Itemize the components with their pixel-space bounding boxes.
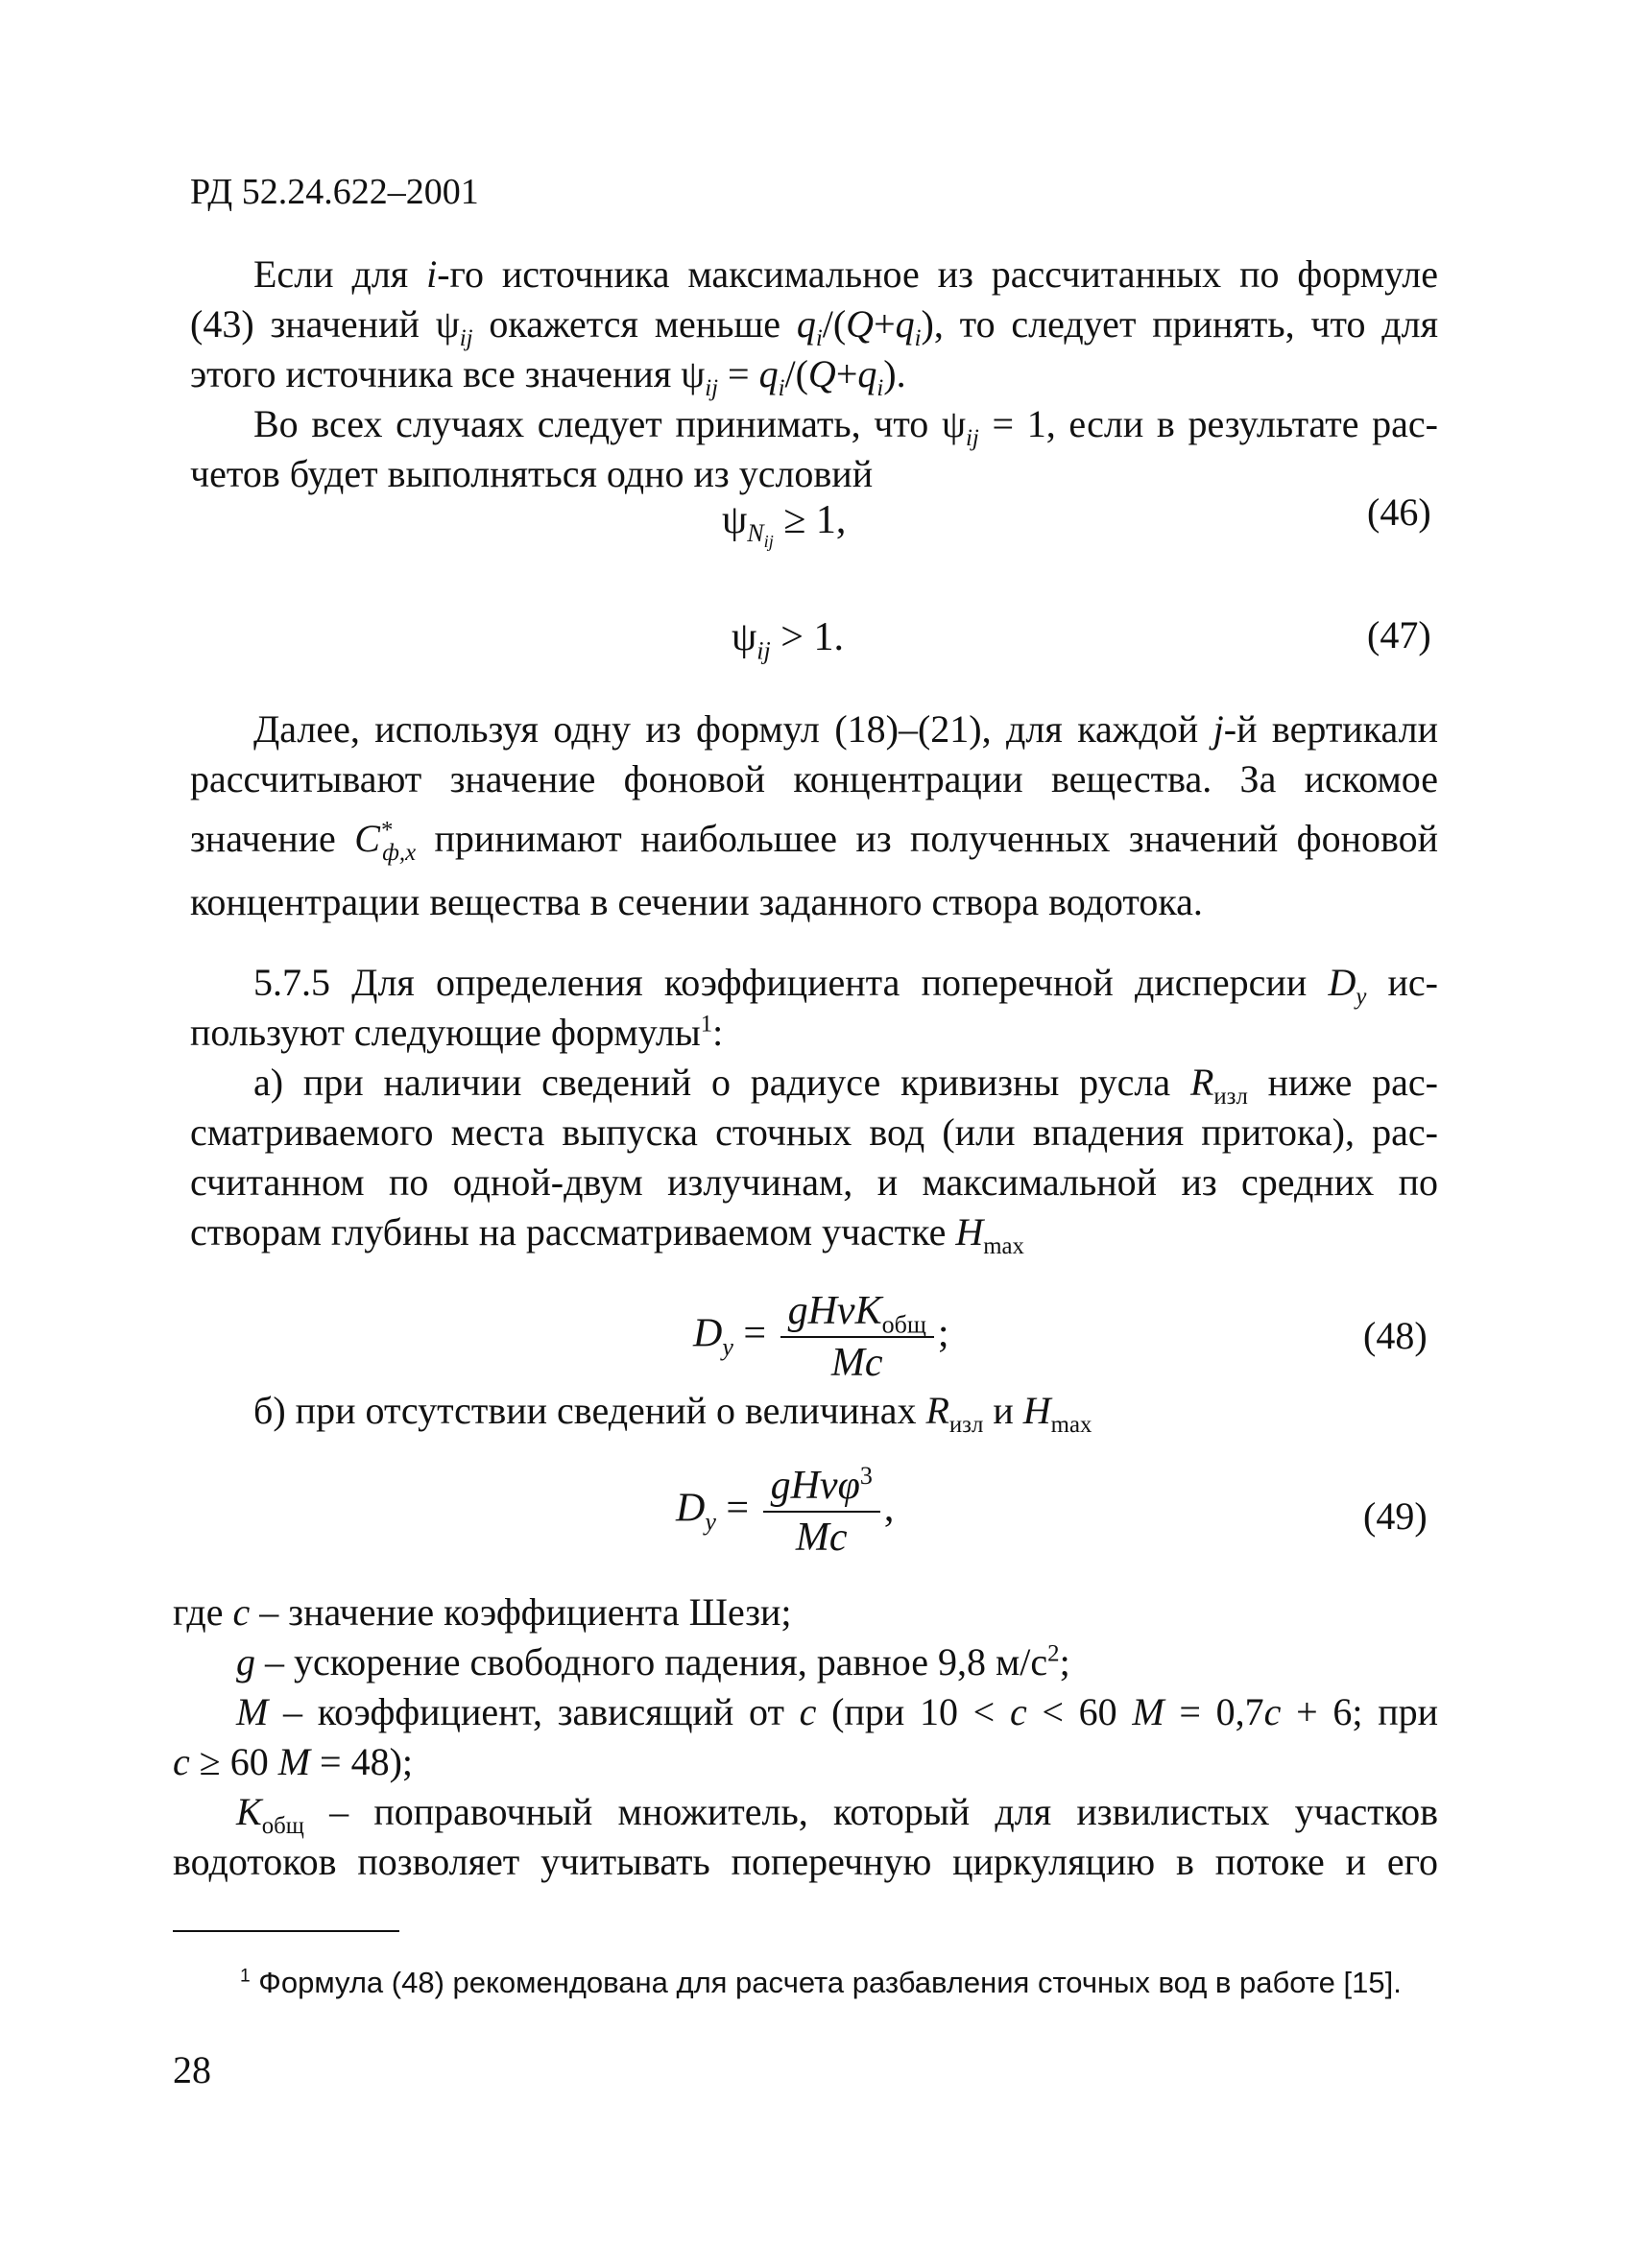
den-Mc: Mc — [830, 1341, 883, 1385]
var-j: j — [1212, 707, 1224, 751]
punctuation: , — [883, 1486, 895, 1531]
definition-m-line-2 — [173, 1739, 413, 1785]
equation-46 — [722, 497, 847, 552]
paragraph-2-line-2: четов будет выполняться одно из условий — [190, 452, 874, 495]
text: б) при отсутствии сведений о величинах — [253, 1389, 926, 1432]
var-q: q — [857, 352, 877, 395]
footnote — [240, 1964, 1402, 2002]
text: = 48); — [310, 1740, 414, 1783]
var-R: R — [925, 1389, 949, 1432]
sub-y: y — [1356, 984, 1367, 1010]
var-Q: Q — [807, 352, 836, 395]
den-Mc: Mc — [795, 1516, 848, 1560]
definition-c: где c – значение коэффициента Шези; — [173, 1590, 792, 1634]
var-c: c — [1263, 1690, 1282, 1733]
sub-ij: ij — [756, 636, 771, 665]
text: принимают наибольшее из полученных значений фоновой — [416, 817, 1438, 860]
num-gHv: gHv — [787, 1289, 855, 1333]
numerator — [780, 1288, 934, 1338]
paragraph-3-line-2: рассчитывают значение фоновой концентрации вещества. За искомое — [190, 757, 1438, 800]
text: а) при наличии сведений о радиусе кривизны русла — [253, 1061, 1190, 1104]
text: 5.7.5 Для определения коэффициента поперечной дисперсии — [253, 961, 1329, 1004]
star-superscript: * — [379, 817, 393, 844]
text: – значение коэффициента Шези; — [250, 1590, 792, 1634]
equals: = — [732, 1311, 777, 1356]
text: Если для — [253, 252, 427, 296]
text: и — [983, 1389, 1023, 1432]
text: ис- — [1366, 961, 1439, 1004]
equation-number-49: (49) — [1363, 1494, 1428, 1538]
definition-k-line-2: водотоков позволяет учитывать поперечную циркуляцию в потоке и его — [173, 1840, 1438, 1883]
var-H: H — [955, 1210, 984, 1253]
equation-number-47: (47) — [1367, 613, 1431, 657]
var-q: q — [758, 352, 779, 395]
var-c: c — [173, 1740, 190, 1783]
sub-max: max — [983, 1233, 1024, 1259]
text: (43) значений ψ — [190, 302, 460, 346]
equation-number-48: (48) — [1363, 1314, 1428, 1357]
sub-ij: ij — [966, 425, 979, 451]
var-K: K — [236, 1790, 262, 1833]
footnote-text: Формула (48) рекомендована для расчета разбавления сточных вод в работе [15]. — [250, 1966, 1402, 1999]
num-gHvphi: gHvφ — [770, 1464, 860, 1508]
paragraph-5-line-1 — [253, 1060, 1438, 1110]
text: створам глубины на рассматриваемом участке — [190, 1210, 956, 1253]
footnote-separator — [173, 1930, 399, 1932]
text: /( — [822, 302, 847, 346]
psi-symbol: ψ — [722, 498, 748, 542]
sub-izl: изл — [948, 1412, 984, 1438]
psi-symbol: ψ — [732, 615, 757, 659]
text: -го источника максимальное из рассчитанных по формуле — [437, 252, 1438, 296]
c-background-star — [354, 816, 417, 866]
paragraph-1-line-1 — [253, 251, 1438, 298]
denominator — [780, 1338, 934, 1386]
var-D: D — [676, 1486, 706, 1531]
paragraph-5-line-4 — [190, 1209, 1024, 1259]
text: окажется меньше — [472, 302, 797, 346]
document-code-header: РД 52.24.622–2001 — [190, 172, 479, 212]
punctuation: ; — [1059, 1640, 1070, 1683]
punctuation: ; — [937, 1311, 949, 1356]
equation-48 — [693, 1288, 949, 1386]
text: < 60 — [1026, 1690, 1133, 1733]
text: Во всех случаях следует принимать, что ψ — [253, 402, 967, 445]
footnote-ref: 1 — [700, 1011, 713, 1038]
sub-ij: ij — [763, 532, 774, 552]
equation-rhs: ≥ 1, — [773, 498, 847, 542]
paragraph-6 — [253, 1388, 1092, 1438]
equation-rhs: > 1. — [770, 615, 844, 659]
var-D: D — [1328, 961, 1356, 1004]
text: значение — [190, 817, 355, 860]
numerator — [763, 1463, 880, 1513]
sub-i: i — [815, 325, 823, 351]
text: = 0,7 — [1164, 1690, 1264, 1733]
text: – коэффициент, зависящий от — [268, 1690, 800, 1733]
var-c: c — [232, 1590, 251, 1634]
paragraph-4-line-2 — [190, 1010, 723, 1056]
text: /( — [784, 352, 808, 395]
paragraph-2-line-1 — [253, 401, 1438, 451]
text: + 6; при — [1281, 1690, 1439, 1733]
paragraph-4-line-1 — [253, 960, 1439, 1010]
fraction — [780, 1288, 934, 1386]
text: пользуют следующие формулы — [190, 1011, 701, 1054]
definition-k-line-1 — [236, 1789, 1438, 1839]
text: + — [874, 302, 896, 346]
var-q: q — [796, 302, 816, 346]
text: Далее, используя одну из формул (18)–(21), для каждой — [253, 707, 1213, 751]
text: ниже рас- — [1247, 1061, 1438, 1104]
var-Q: Q — [846, 302, 875, 346]
var-D: D — [693, 1311, 723, 1356]
text: + — [835, 352, 858, 395]
text: = 1, если в результате рас- — [978, 402, 1438, 445]
page-number: 28 — [173, 2048, 211, 2091]
var-g: g — [236, 1640, 255, 1683]
text: ), то следует принять, что для — [921, 302, 1438, 346]
sub-izl: изл — [1213, 1084, 1248, 1110]
var-c: c — [1009, 1690, 1027, 1733]
text: = — [718, 352, 759, 395]
sub-y: y — [705, 1508, 716, 1537]
var-R: R — [1189, 1061, 1214, 1104]
sub-ij: ij — [459, 325, 473, 351]
sub-i: i — [778, 375, 785, 401]
text: -й вертикали — [1223, 707, 1439, 751]
text: (при 10 < — [816, 1690, 1010, 1733]
equals: = — [715, 1486, 759, 1531]
sub-obsch: общ — [881, 1310, 926, 1339]
text: ≥ 60 — [189, 1740, 278, 1783]
var-H: H — [1022, 1389, 1051, 1432]
equation-47 — [732, 614, 844, 665]
var-c: c — [799, 1690, 817, 1733]
paragraph-1-line-2 — [190, 301, 1438, 351]
var-M: M — [1132, 1690, 1164, 1733]
sub-i: i — [914, 325, 922, 351]
footnote-mark: 1 — [240, 1966, 251, 1987]
denominator — [763, 1513, 880, 1561]
sub-i: i — [876, 375, 884, 401]
exponent-2: 2 — [1047, 1640, 1060, 1667]
equation-49 — [676, 1463, 894, 1561]
paragraph-3-line-4: концентрации вещества в сечении заданного створа водотока. — [190, 880, 1203, 923]
var-M: M — [277, 1740, 311, 1783]
var-M: M — [236, 1690, 269, 1733]
paragraph-5-line-3: считанном по одной-двум излучинам, и максимальной из средних по — [190, 1160, 1438, 1204]
var-C: C — [354, 817, 380, 860]
paragraph-5-line-2: сматриваемого места выпуска сточных вод (или впадения притока), рас- — [190, 1110, 1438, 1154]
equation-number-46: (46) — [1367, 490, 1431, 534]
var-i: i — [426, 252, 438, 296]
text: – поправочный множитель, который для извилистых участков — [303, 1790, 1438, 1833]
sub-fx: ф,x — [382, 840, 417, 866]
sub-max: max — [1050, 1412, 1092, 1438]
sub-ij: ij — [705, 375, 719, 401]
paragraph-3-line-3 — [190, 816, 1438, 866]
sub-y: y — [722, 1333, 733, 1362]
var-K: K — [854, 1289, 882, 1333]
exponent-3: 3 — [859, 1462, 873, 1490]
text: – ускорение свободного падения, равное 9,8 м/с — [255, 1640, 1048, 1683]
paragraph-3-line-1 — [253, 706, 1438, 752]
sub-N: N — [747, 519, 764, 548]
sub-obsch: общ — [261, 1813, 304, 1839]
paragraph-1-line-3: этого источника все значения $\psi_{ij} = q_i/(Q+q_i)$. — [190, 352, 906, 401]
fraction — [763, 1463, 880, 1561]
definition-m-line-1 — [236, 1689, 1438, 1735]
text: этого источника все значения ψ — [190, 352, 706, 395]
definition-g — [236, 1639, 1070, 1685]
text: : — [712, 1011, 724, 1054]
var-q: q — [895, 302, 915, 346]
